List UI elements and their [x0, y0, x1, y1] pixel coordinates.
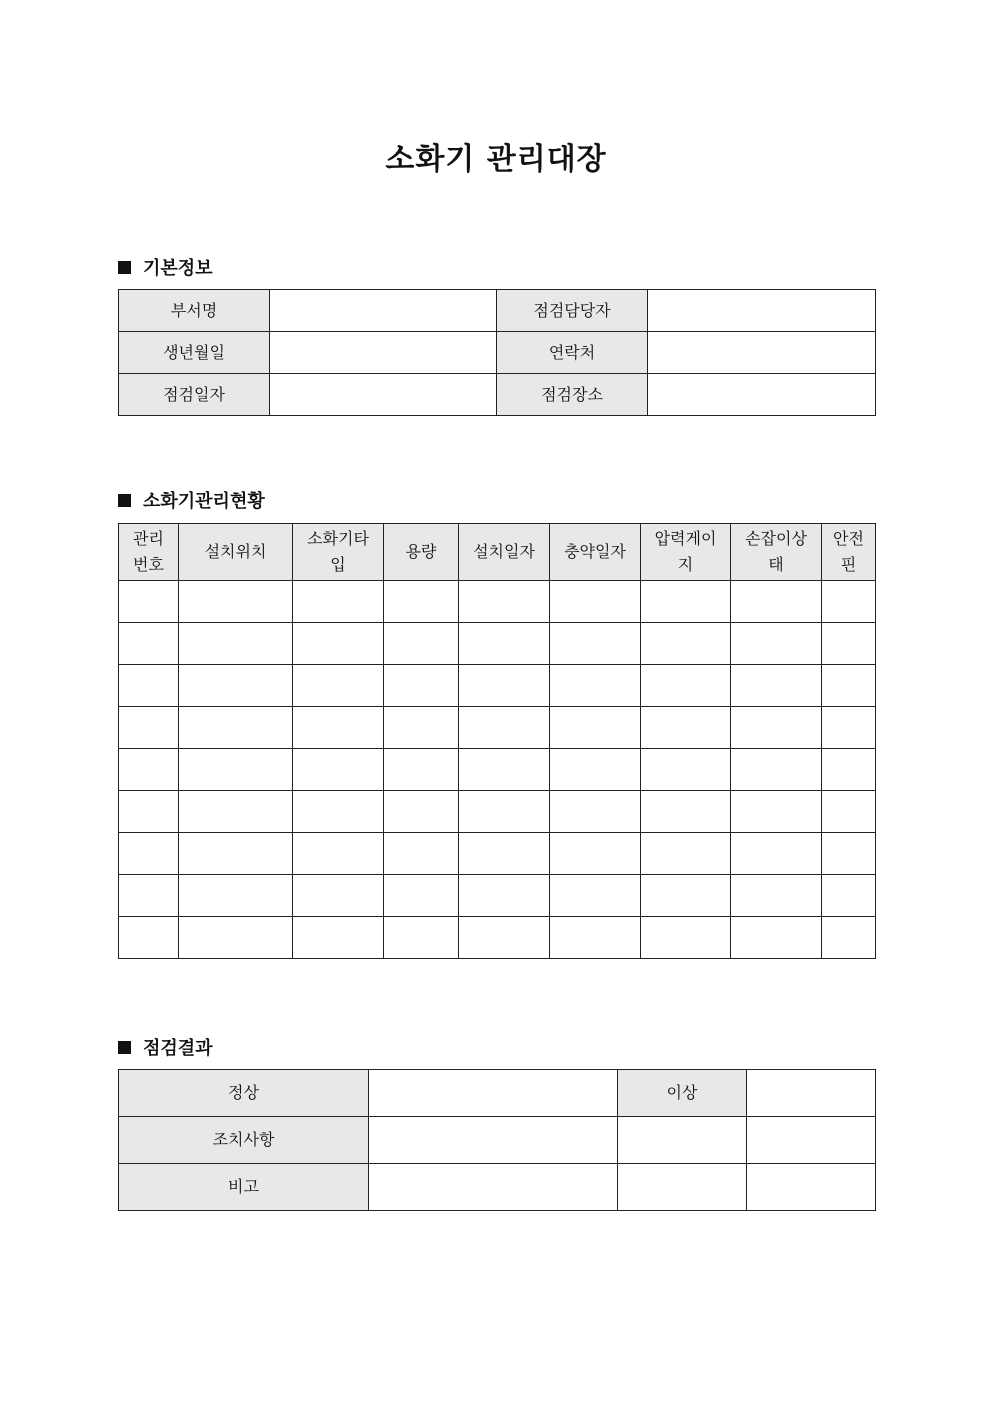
table-cell[interactable] — [384, 623, 459, 665]
action-taken-extra-field-2[interactable] — [747, 1117, 876, 1164]
table-cell[interactable] — [641, 581, 731, 623]
table-cell[interactable] — [550, 665, 641, 707]
table-cell[interactable] — [384, 833, 459, 875]
table-cell[interactable] — [550, 623, 641, 665]
table-cell[interactable] — [459, 875, 550, 917]
table-cell[interactable] — [822, 791, 876, 833]
department-label: 부서명 — [119, 290, 270, 332]
table-cell[interactable] — [293, 749, 384, 791]
col-header-refill-date: 충약일자 — [550, 524, 641, 581]
table-cell[interactable] — [384, 707, 459, 749]
inspection-result-table — [118, 1069, 876, 1211]
table-cell[interactable] — [731, 833, 822, 875]
table-cell[interactable] — [179, 833, 293, 875]
page-title: 소화기 관리대장 — [385, 142, 607, 177]
inspection-place-field[interactable] — [648, 374, 876, 416]
table-cell[interactable] — [731, 623, 822, 665]
table-cell[interactable] — [822, 917, 876, 959]
table-cell[interactable] — [550, 917, 641, 959]
table-cell[interactable] — [384, 875, 459, 917]
table-cell[interactable] — [641, 833, 731, 875]
table-cell[interactable] — [384, 917, 459, 959]
table-cell[interactable] — [179, 791, 293, 833]
table-cell[interactable] — [119, 749, 179, 791]
inspector-label: 점검담당자 — [497, 290, 648, 332]
table-cell[interactable] — [822, 581, 876, 623]
abnormal-field[interactable] — [747, 1070, 876, 1117]
table-row — [119, 1164, 876, 1211]
col-header-capacity: 용량 — [384, 524, 459, 581]
section-heading-status — [118, 487, 265, 513]
table-cell[interactable] — [459, 917, 550, 959]
table-cell[interactable] — [731, 917, 822, 959]
table-cell[interactable] — [550, 791, 641, 833]
table-cell[interactable] — [822, 665, 876, 707]
table-cell[interactable] — [641, 749, 731, 791]
table-cell[interactable] — [822, 707, 876, 749]
table-row — [119, 791, 876, 833]
table-cell[interactable] — [293, 917, 384, 959]
inspection-place-label: 점검장소 — [497, 374, 648, 416]
table-row — [119, 917, 876, 959]
table-cell[interactable] — [179, 665, 293, 707]
section-heading-basic-info — [118, 254, 213, 280]
table-row — [119, 665, 876, 707]
table-header-row — [119, 524, 876, 581]
table-row — [119, 332, 876, 374]
normal-label: 정상 — [119, 1070, 369, 1117]
table-cell[interactable] — [119, 791, 179, 833]
extinguisher-status-table — [118, 523, 876, 959]
table-cell[interactable] — [641, 623, 731, 665]
col-header-install-location: 설치위치 — [179, 524, 293, 581]
section-heading-text: 기본정보 — [143, 258, 213, 279]
action-taken-field[interactable] — [369, 1117, 618, 1164]
table-row — [119, 1070, 876, 1117]
remarks-extra-field[interactable] — [618, 1164, 747, 1211]
table-cell[interactable] — [179, 749, 293, 791]
table-cell[interactable] — [293, 707, 384, 749]
table-cell[interactable] — [459, 665, 550, 707]
table-cell[interactable] — [459, 749, 550, 791]
table-row — [119, 290, 876, 332]
col-header-extinguisher-type: 소화기타 입 — [293, 524, 384, 581]
table-cell[interactable] — [459, 791, 550, 833]
department-field[interactable] — [270, 290, 497, 332]
table-cell[interactable] — [293, 833, 384, 875]
col-header-safety-pin: 안전 핀 — [822, 524, 876, 581]
table-row — [119, 833, 876, 875]
inspection-date-label: 점검일자 — [119, 374, 270, 416]
remarks-extra-field-2[interactable] — [747, 1164, 876, 1211]
table-cell[interactable] — [550, 581, 641, 623]
table-cell[interactable] — [459, 833, 550, 875]
square-bullet-icon — [118, 494, 131, 507]
table-cell[interactable] — [179, 875, 293, 917]
table-cell[interactable] — [550, 707, 641, 749]
square-bullet-icon — [118, 1041, 131, 1054]
table-cell[interactable] — [119, 917, 179, 959]
table-cell[interactable] — [119, 665, 179, 707]
square-bullet-icon — [118, 261, 131, 274]
table-cell[interactable] — [293, 875, 384, 917]
table-cell[interactable] — [384, 581, 459, 623]
table-cell[interactable] — [641, 707, 731, 749]
table-cell[interactable] — [822, 749, 876, 791]
table-cell[interactable] — [119, 581, 179, 623]
table-cell[interactable] — [731, 791, 822, 833]
table-cell[interactable] — [384, 749, 459, 791]
table-cell[interactable] — [550, 833, 641, 875]
table-cell[interactable] — [119, 707, 179, 749]
table-row — [119, 374, 876, 416]
table-cell[interactable] — [384, 791, 459, 833]
col-header-pressure-gauge: 압력게이 지 — [641, 524, 731, 581]
table-cell[interactable] — [179, 707, 293, 749]
table-cell[interactable] — [731, 875, 822, 917]
remarks-field[interactable] — [369, 1164, 618, 1211]
table-row — [119, 623, 876, 665]
table-row — [119, 875, 876, 917]
table-cell[interactable] — [641, 791, 731, 833]
table-cell[interactable] — [179, 917, 293, 959]
section-heading-text: 점검결과 — [143, 1038, 213, 1059]
table-cell[interactable] — [459, 623, 550, 665]
table-cell[interactable] — [293, 581, 384, 623]
contact-field[interactable] — [648, 332, 876, 374]
table-cell[interactable] — [119, 623, 179, 665]
table-cell[interactable] — [119, 833, 179, 875]
section-heading-text: 소화기관리현황 — [143, 491, 265, 512]
table-cell[interactable] — [641, 875, 731, 917]
table-cell[interactable] — [293, 665, 384, 707]
contact-label: 연락처 — [497, 332, 648, 374]
table-cell[interactable] — [293, 623, 384, 665]
table-cell[interactable] — [293, 791, 384, 833]
table-row — [119, 581, 876, 623]
abnormal-label: 이상 — [618, 1070, 747, 1117]
table-row — [119, 1117, 876, 1164]
table-cell[interactable] — [179, 581, 293, 623]
table-cell[interactable] — [822, 833, 876, 875]
action-taken-label: 조치사항 — [119, 1117, 369, 1164]
table-cell[interactable] — [119, 875, 179, 917]
table-cell[interactable] — [459, 707, 550, 749]
table-cell[interactable] — [459, 581, 550, 623]
table-cell[interactable] — [731, 665, 822, 707]
table-cell[interactable] — [731, 581, 822, 623]
table-cell[interactable] — [641, 917, 731, 959]
table-cell[interactable] — [641, 665, 731, 707]
section-heading-result — [118, 1034, 213, 1060]
table-cell[interactable] — [731, 749, 822, 791]
table-cell[interactable] — [179, 623, 293, 665]
col-header-handle-condition: 손잡이상 태 — [731, 524, 822, 581]
table-cell[interactable] — [822, 623, 876, 665]
inspection-date-field[interactable] — [270, 374, 497, 416]
normal-field[interactable] — [369, 1070, 618, 1117]
birthdate-label: 생년월일 — [119, 332, 270, 374]
table-cell[interactable] — [822, 875, 876, 917]
col-header-management-number: 관리 번호 — [119, 524, 179, 581]
table-row — [119, 749, 876, 791]
birthdate-field[interactable] — [270, 332, 497, 374]
status-table-body — [119, 581, 876, 959]
action-taken-extra-field[interactable] — [618, 1117, 747, 1164]
table-cell[interactable] — [731, 707, 822, 749]
basic-info-table — [118, 289, 876, 416]
inspector-field[interactable] — [648, 290, 876, 332]
table-cell[interactable] — [384, 665, 459, 707]
col-header-install-date: 설치일자 — [459, 524, 550, 581]
table-cell[interactable] — [550, 875, 641, 917]
remarks-label: 비고 — [119, 1164, 369, 1211]
table-row — [119, 707, 876, 749]
table-cell[interactable] — [550, 749, 641, 791]
